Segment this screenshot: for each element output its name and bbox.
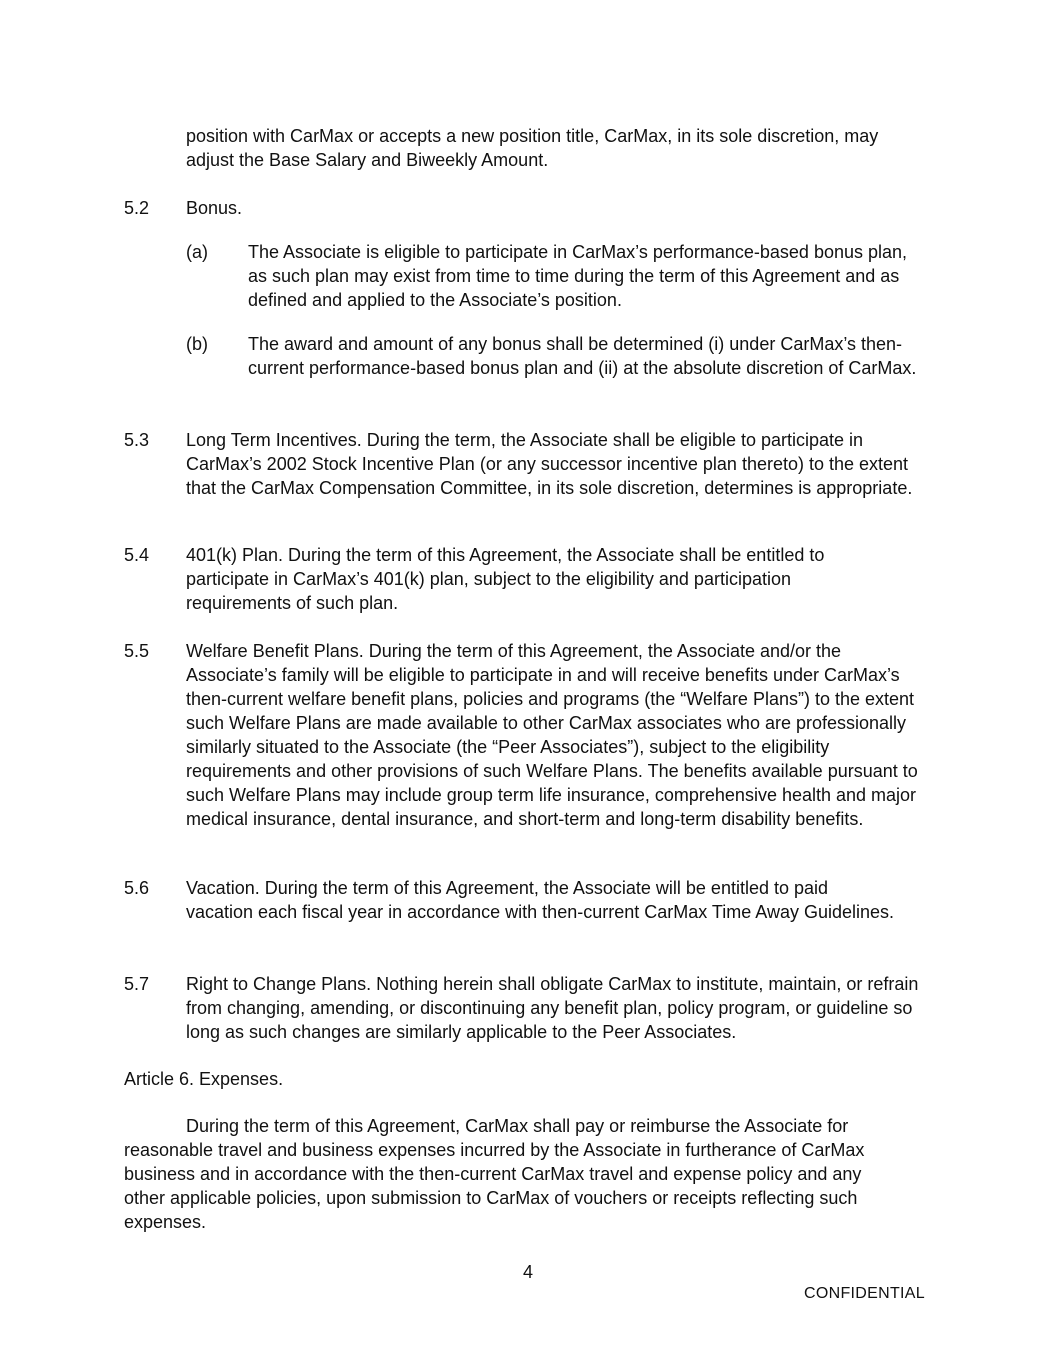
section-number: 5.5 <box>124 641 150 661</box>
article-6-heading: Article 6. Expenses. <box>124 1069 284 1089</box>
item-label-b: (b) <box>186 334 208 354</box>
section-title: Bonus. <box>186 198 243 218</box>
item-text-a: The Associate is eligible to participate in CarMax’s performance-based bonus plan, as such plan may exist from time to time during the term of this Agreement and as defined and applied to the Associate’s position. <box>248 242 908 310</box>
section-number: 5.4 <box>124 545 150 565</box>
section-text: Right to Change Plans. Nothing herein shall obligate CarMax to institute, maintain, or refrain from changing, amending, or discontinuing any benefit plan, policy program, or guideline so long as such changes are similarly applicable to the Peer Associates. <box>186 974 919 1042</box>
article-6-body: During the term of this Agreement, CarMax shall pay or reimburse the Associate for reasonable travel and business expenses incurred by the Associate in furtherance of CarMax business and in accordance with the then-current CarMax travel and expense policy and any other applicable policies, upon submission to CarMax of vouchers or receipts reflecting such expenses. <box>124 1116 865 1232</box>
continuation-paragraph: position with CarMax or accepts a new position title, CarMax, in its sole discretion, may adjust the Base Salary and Biweekly Amount. <box>186 126 879 170</box>
page-number: 4 <box>522 1262 533 1282</box>
section-text: 401(k) Plan. During the term of this Agreement, the Associate shall be entitled to participate in CarMax’s 401(k) plan, subject to the eligibility and participation requirements of such plan. <box>186 545 825 613</box>
confidential-label: CONFIDENTIAL <box>804 1285 925 1302</box>
item-text-b: The award and amount of any bonus shall be determined (i) under CarMax’s then-current performance-based bonus plan and (ii) at the absolute discretion of CarMax. <box>248 334 917 378</box>
section-text: Vacation. During the term of this Agreement, the Associate will be entitled to paid vacation each fiscal year in accordance with then-current CarMax Time Away Guidelines. <box>186 878 895 922</box>
item-label-a: (a) <box>186 242 208 262</box>
section-number: 5.3 <box>124 430 150 450</box>
section-text: Long Term Incentives. During the term, the Associate shall be eligible to participate in CarMax’s 2002 Stock Incentive Plan (or any successor incentive plan thereto) to the extent that the CarMax Compensation Committee, in its sole discretion, determines is appropriate. <box>186 430 913 498</box>
section-number: 5.7 <box>124 974 150 994</box>
section-number: 5.2 <box>124 198 150 218</box>
section-number: 5.6 <box>124 878 150 898</box>
section-text: Welfare Benefit Plans. During the term of this Agreement, the Associate and/or the Associate’s family will be eligible to participate in and will receive benefits under CarMax’s then-current welfare benefit plans, policies and programs (the “Welfare Plans”) to the extent such Welfare Plans are made available to other CarMax associates who are professionally similarly situated to the Associate (the “Peer Associates”), subject to the eligibility requirements and other provisions of such Welfare Plans. The benefits available pursuant to such Welfare Plans may include group term life insurance, comprehensive health and major medical insurance, dental insurance, and short-term and long-term disability benefits. <box>186 641 918 829</box>
